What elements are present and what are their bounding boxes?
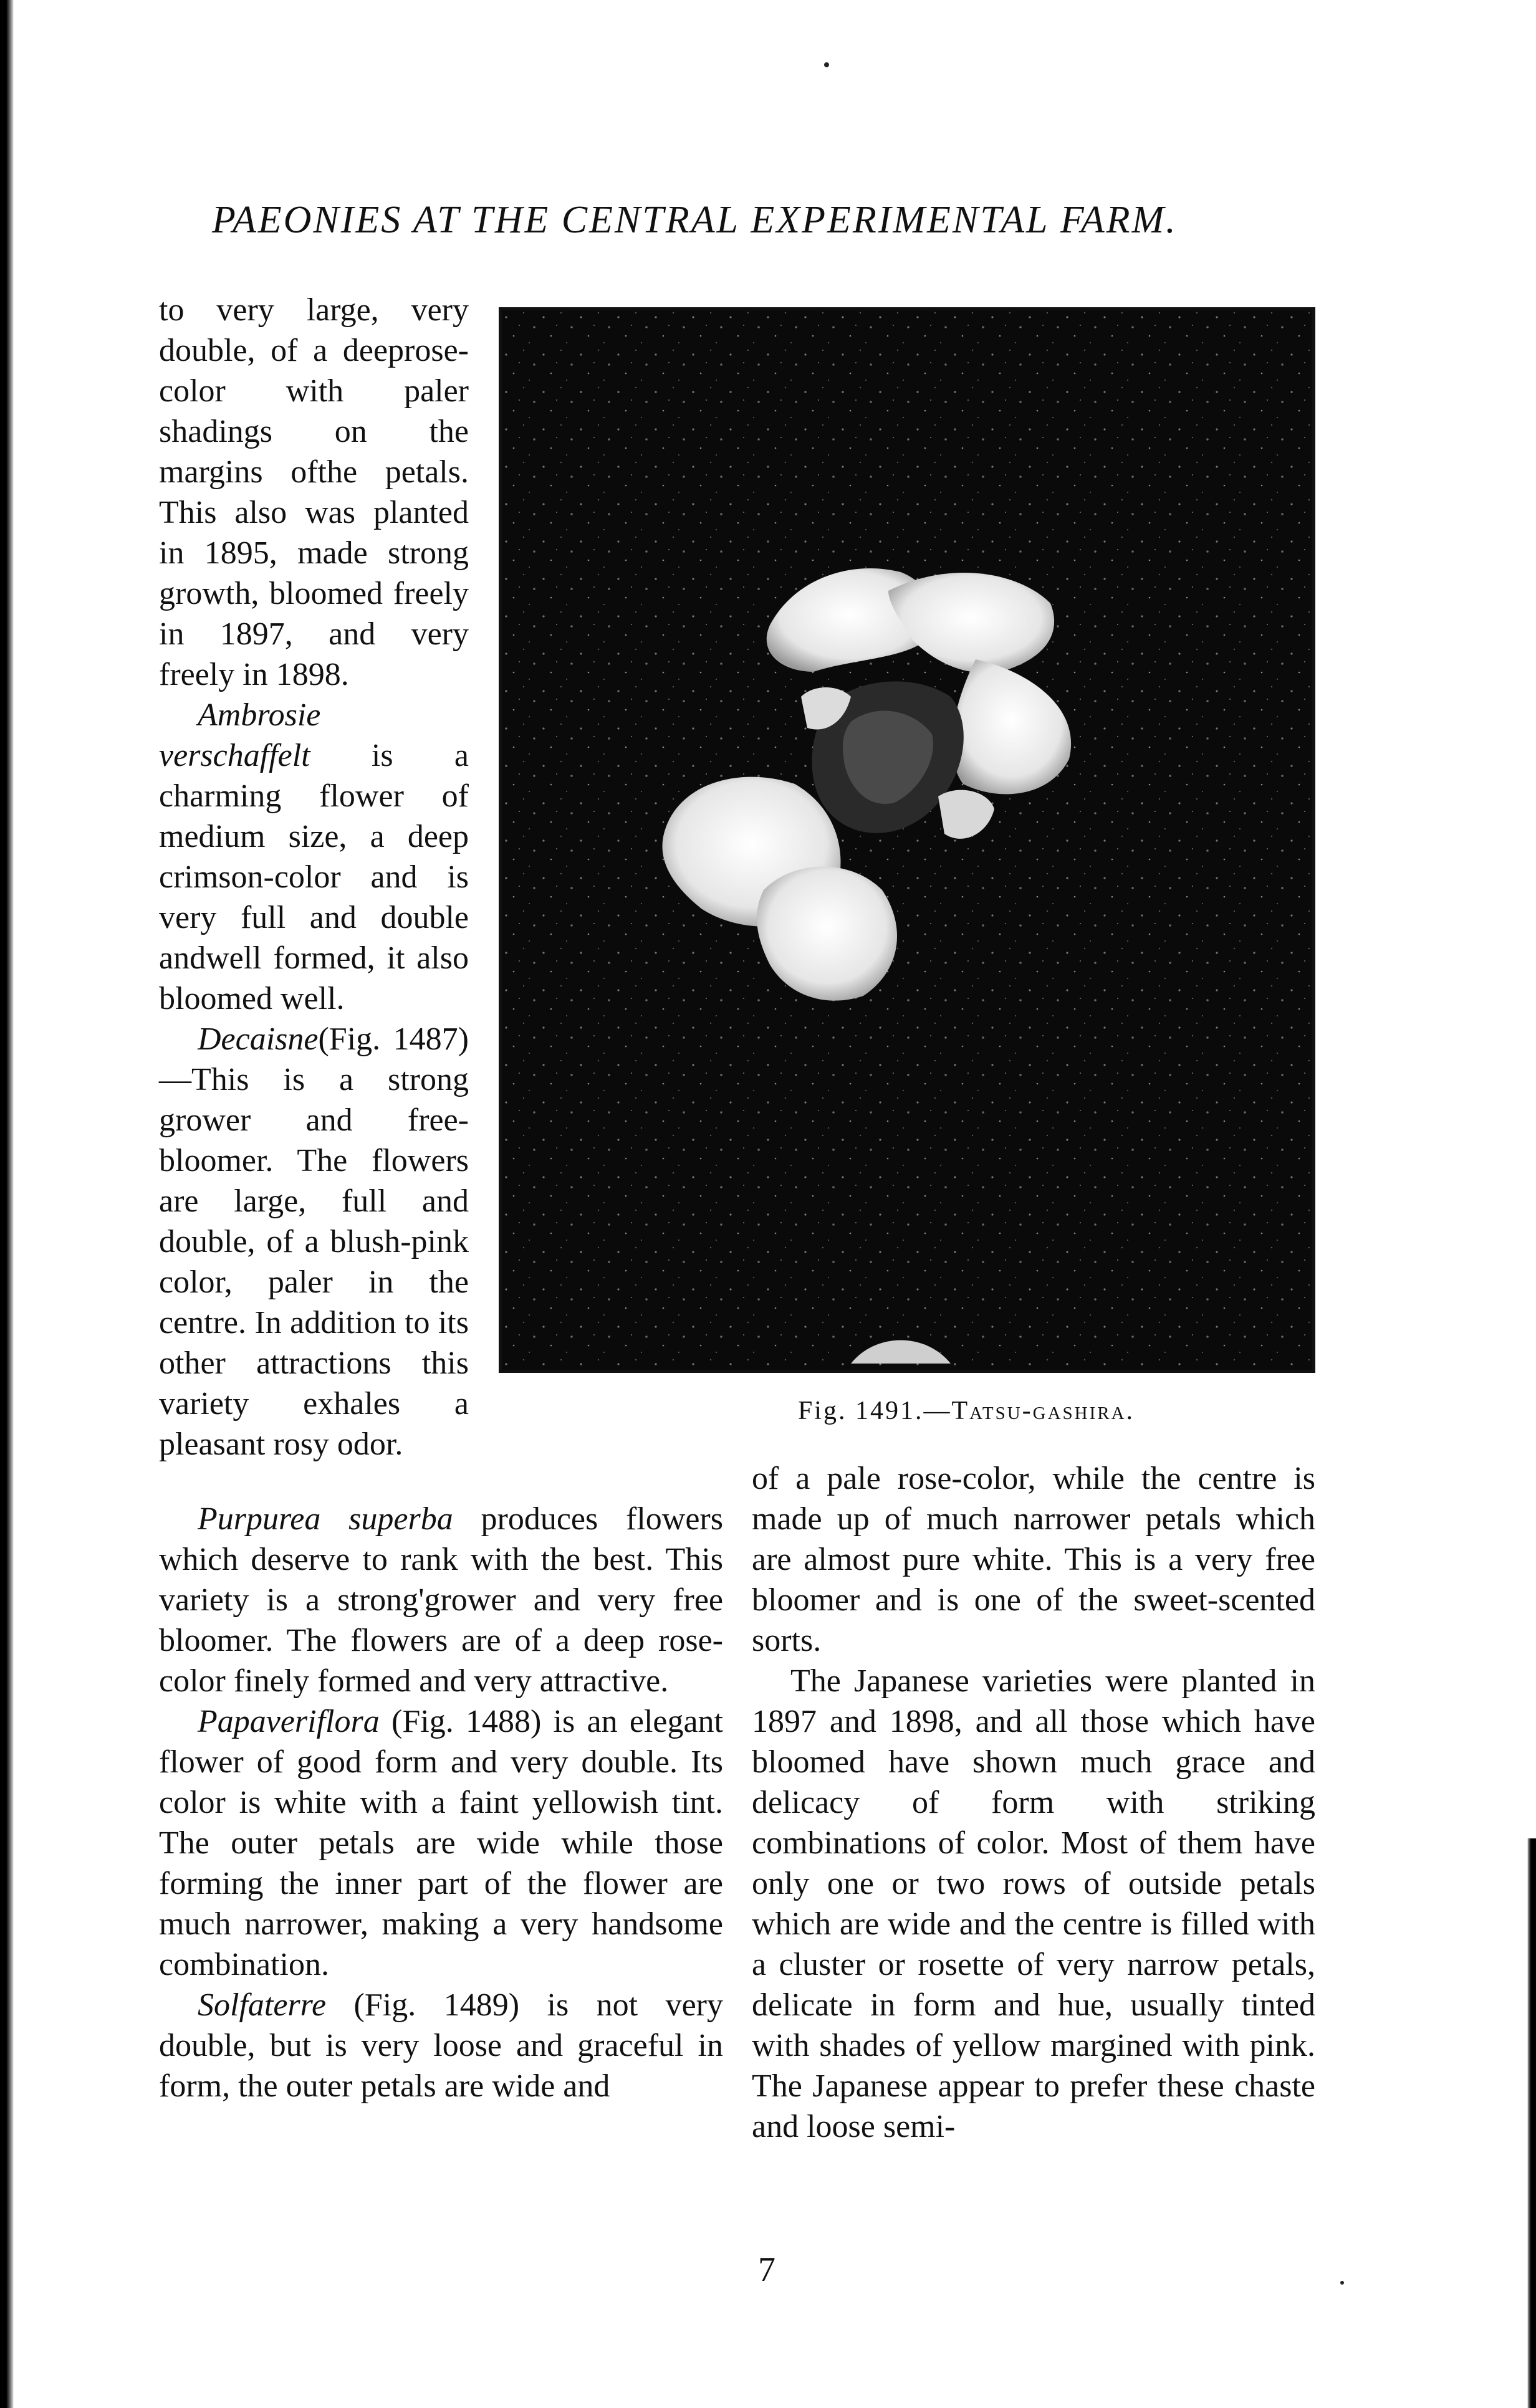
right-text-column bbox=[752, 1458, 1315, 2147]
paragraph-text: produces flowers which deserve to rank with the best. This variety is a strong'grower and very free bloomer. The flowers are of a deep rose-color finely formed and very attractive. bbox=[159, 1501, 723, 1699]
page-number: 7 bbox=[758, 2250, 775, 2289]
paragraph-text: is a charming flower of medium size, a deep crimson-color and is very full and double andwell formed, it also bloomed well. bbox=[159, 738, 469, 1016]
paragraph bbox=[752, 1661, 1315, 2147]
variety-name: Purpurea superba bbox=[198, 1501, 453, 1537]
dust-speck bbox=[1340, 2281, 1344, 2285]
paragraph bbox=[159, 1019, 469, 1464]
variety-name: Ambrosie verschaffelt bbox=[159, 697, 321, 773]
narrow-text-column bbox=[159, 290, 469, 1464]
caption-prefix: Fig. 1491.— bbox=[797, 1397, 952, 1425]
paragraph-text: (Fig. 1487) —This is a strong grower and free-bloomer. The flowers are large, full and double, of a blush-pink color, paler in the centre. In addition to its other attractions this variety exhales a pleasant rosy odor. bbox=[159, 1021, 469, 1462]
paragraph-text: (Fig. 1489) is not very double, but is very loose and graceful in form, the outer petals are wide and bbox=[159, 1987, 723, 2104]
caption-name: Tatsu-gashira. bbox=[951, 1397, 1135, 1425]
scan-edge-left bbox=[0, 0, 14, 2408]
paragraph bbox=[159, 1701, 723, 1985]
scan-edge-right bbox=[1527, 1838, 1536, 2408]
paragraph bbox=[752, 1458, 1315, 1661]
left-text-column bbox=[159, 1499, 723, 2106]
variety-name: Decaisne bbox=[198, 1021, 319, 1057]
paragraph bbox=[159, 1499, 723, 1701]
paragraph-text: of a pale rose-color, while the centre is made up of much narrower petals which are almost pure white. This is a very free bloomer and is one of the sweet-scented sorts. bbox=[752, 1461, 1315, 1658]
running-head: PAEONIES AT THE CENTRAL EXPERIMENTAL FARM. bbox=[212, 199, 1178, 241]
paragraph-text: The Japanese varieties were planted in 1897 and 1898, and all those which have bloomed have shown much grace and delicacy of form with striking combinations of color. Most of them have only one or two rows of outside petals which are wide and the centre is filled with a cluster or rosette of very narrow petals, delicate in form and hue, usually tinted with shades of yellow margined with pink. The Japanese appear to prefer these chaste and loose semi- bbox=[752, 1663, 1315, 2144]
variety-name: Papaveriflora bbox=[198, 1704, 380, 1739]
paragraph bbox=[159, 1985, 723, 2106]
paragraph bbox=[159, 695, 469, 1019]
flower-photograph bbox=[499, 307, 1315, 1373]
photo-grain bbox=[502, 310, 1312, 1370]
dust-speck bbox=[824, 62, 829, 67]
figure-caption bbox=[686, 1396, 1247, 1426]
paragraph bbox=[159, 290, 469, 695]
flower-photo-drawing bbox=[502, 310, 1312, 1370]
paragraph-text: (Fig. 1488) is an elegant flower of good form and very double. Its color is white with a faint yellowish tint. The outer petals are wide while those forming the inner part of the flower are much narrower, making a very handsome combination. bbox=[159, 1704, 723, 1982]
paragraph-text: to very large, very double, of a deeprose-color with paler shadings on the margins ofthe petals. This also was planted in 1895, made strong growth, bloomed freely in 1897, and very freely in 1898. bbox=[159, 292, 469, 692]
variety-name: Solfaterre bbox=[198, 1987, 327, 2023]
